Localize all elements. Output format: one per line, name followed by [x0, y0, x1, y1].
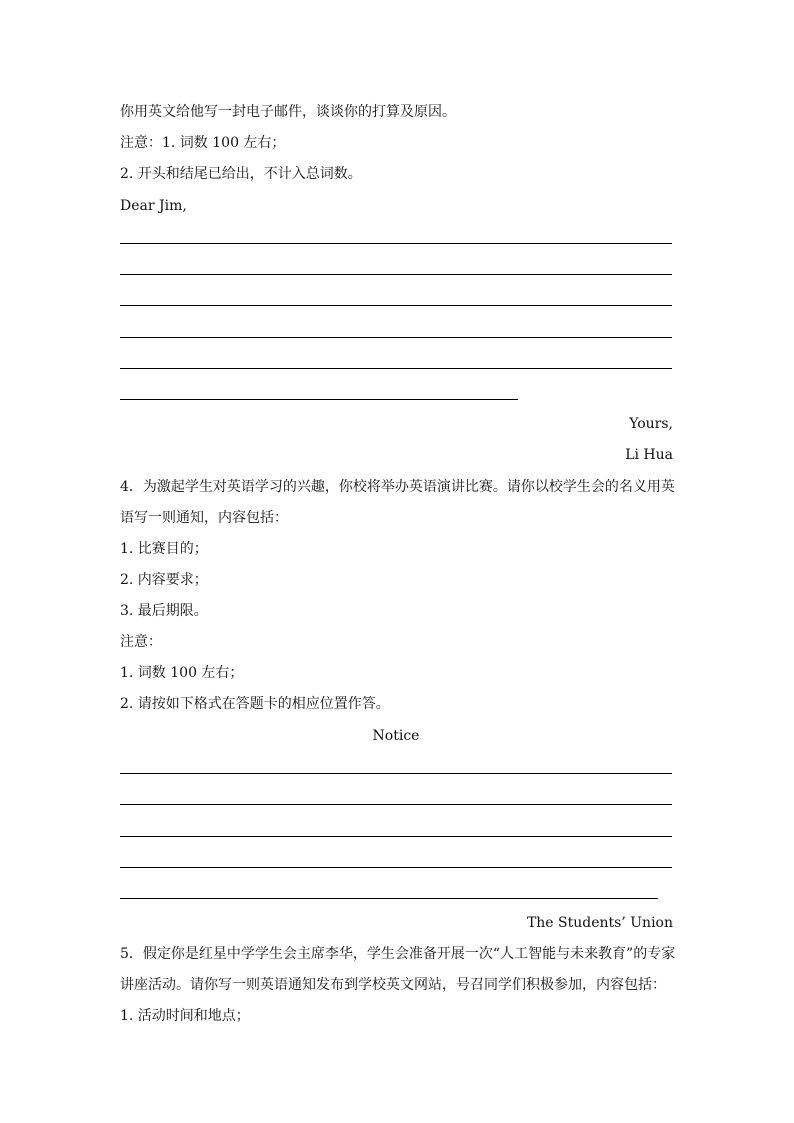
task5-prompt-line-1: 5．假定你是红星中学学生会主席李华，学生会准备开展一次“人工智能与未来教育”的专家	[120, 946, 676, 962]
task4-note: 2. 请按如下格式在答题卡的相应位置作答。	[120, 696, 390, 712]
letter-closing: Yours,	[629, 416, 673, 432]
task3-note-2: 2. 开头和结尾已给出，不计入总词数。	[120, 166, 362, 182]
writing-line	[120, 399, 518, 400]
writing-line	[120, 243, 672, 244]
task5-prompt-line-2: 讲座活动。请你写一则英语通知发布到学校英文网站，号召同学们积极参加，内容包括：	[120, 977, 666, 993]
task4-note: 1. 词数 100 左右；	[120, 665, 244, 681]
notice-signoff: The Students’ Union	[526, 915, 673, 931]
task4-item: 1. 比赛目的；	[120, 541, 208, 557]
writing-line	[120, 305, 672, 306]
writing-line	[120, 836, 672, 837]
letter-greeting: Dear Jim,	[120, 198, 187, 214]
writing-line	[120, 337, 672, 338]
writing-line	[120, 867, 672, 868]
writing-line	[120, 898, 658, 899]
task3-note-1: 注意：1. 词数 100 左右；	[120, 135, 286, 151]
intro-text: 你用英文给他写一封电子邮件，谈谈你的打算及原因。	[120, 104, 456, 120]
task4-item: 3. 最后期限。	[120, 603, 208, 619]
task4-notes-title: 注意：	[120, 634, 162, 650]
task5-item: 1. 活动时间和地点；	[120, 1008, 250, 1024]
writing-line	[120, 274, 672, 275]
writing-line	[120, 368, 672, 369]
notice-heading: Notice	[372, 728, 420, 744]
task4-item: 2. 内容要求；	[120, 572, 208, 588]
writing-line	[120, 804, 672, 805]
writing-line	[120, 773, 672, 774]
task4-prompt-line-1: 4．为激起学生对英语学习的兴趣，你校将举办英语演讲比赛。请你以校学生会的名义用英	[120, 479, 675, 495]
letter-signature: Li Hua	[625, 447, 673, 463]
task4-prompt-line-2: 语写一则通知，内容包括：	[120, 510, 288, 526]
